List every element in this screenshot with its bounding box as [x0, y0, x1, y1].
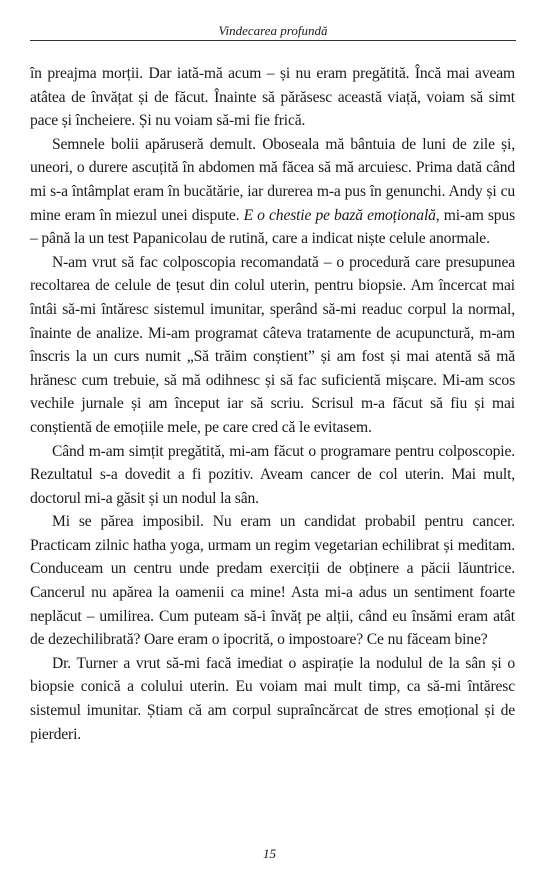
page-number: 15 [263, 846, 276, 861]
paragraph-5: Mi se părea imposibil. Nu eram un candidat probabil pentru cancer. Practicam zilnic hatha yoga, urmam un regim vegetarian echilibrat și meditam. Conduceam un centru unde predam exerciții de obținere a păcii lăuntrice. Cancerul nu apărea la oamenii ca mine! Asta mi-a adus un sentiment foarte neplăcut – umilirea. Cum puteam să-i învăț pe alții, când eu însămi eram atât de dezechilibrată? Oare eram o ipocrită, o impostoare? Ce nu făceam bine? [30, 513, 515, 649]
body-text [30, 62, 515, 746]
paragraph-2 [30, 133, 515, 251]
header-rule [30, 40, 516, 41]
paragraph-2-italic-thought: E o chestie pe bază emoțională [243, 206, 436, 224]
paragraph-2-text-after: , mi-am spus – până la un test Papanicolau de rutină, care a indicat niște celule anormale. [30, 206, 515, 248]
paragraph-2-text-before: Semnele bolii apăruseră demult. Oboseala mă bântuia de luni de zile și, uneori, o durere ascuțită în abdomen mă făcea să mă arcuiesc. Prima dată când mi s-a întâmplat eram în bucătărie, iar durerea m-a pus în genunchi. Andy și cu mine eram în miezul unei dispute. [30, 135, 515, 224]
paragraph-3: N-am vrut să fac colposcopia recomandată – o procedură care presupunea recoltarea de celule de țesut din colul uterin, pentru biopsie. Am încercat mai întâi să-mi întăresc sistemul imunitar, sperând să-mi readuc corpul la normal, înainte de analize. Mi-am programat câteva tratamente de acupunctură, m-am înscris la un curs numit „Să trăim conștient” și am fost și mai atentă să mă hrănesc cum trebuie, să mă odihnesc și să fac suficientă mișcare. Mi-am scos vechile jurnale și am început iar să scriu. Scrisul m-a făcut să fiu și mai conștientă de emoțiile mele, pe care cred că le evitasem. [30, 253, 515, 436]
paragraph-6: Dr. Turner a vrut să-mi facă imediat o aspirație la nodulul de la sân și o biopsie conică a colului uterin. Eu voiam mai mult timp, ca să-mi întăresc sistemul imunitar. Știam că am corpul supraîncărcat de stres emoțional și de pierderi. [30, 654, 515, 743]
running-title: Vindecarea profundă [215, 23, 332, 38]
running-header [30, 22, 516, 44]
paragraph-4: Când m-am simțit pregătită, mi-am făcut o programare pentru colposcopie. Rezultatul s-a dovedit a fi pozitiv. Aveam cancer de col uterin. Mai mult, doctorul mi-a găsit și un nodul la sân. [30, 442, 515, 507]
paragraph-1: în preajma morții. Dar iată-mă acum – și nu eram pregătită. Încă mai aveam atâtea de învățat și de făcut. Înainte să părăsesc această viață, voiam să simt pace și încheiere. Și nu voiam să-mi fie frică. [30, 65, 515, 130]
